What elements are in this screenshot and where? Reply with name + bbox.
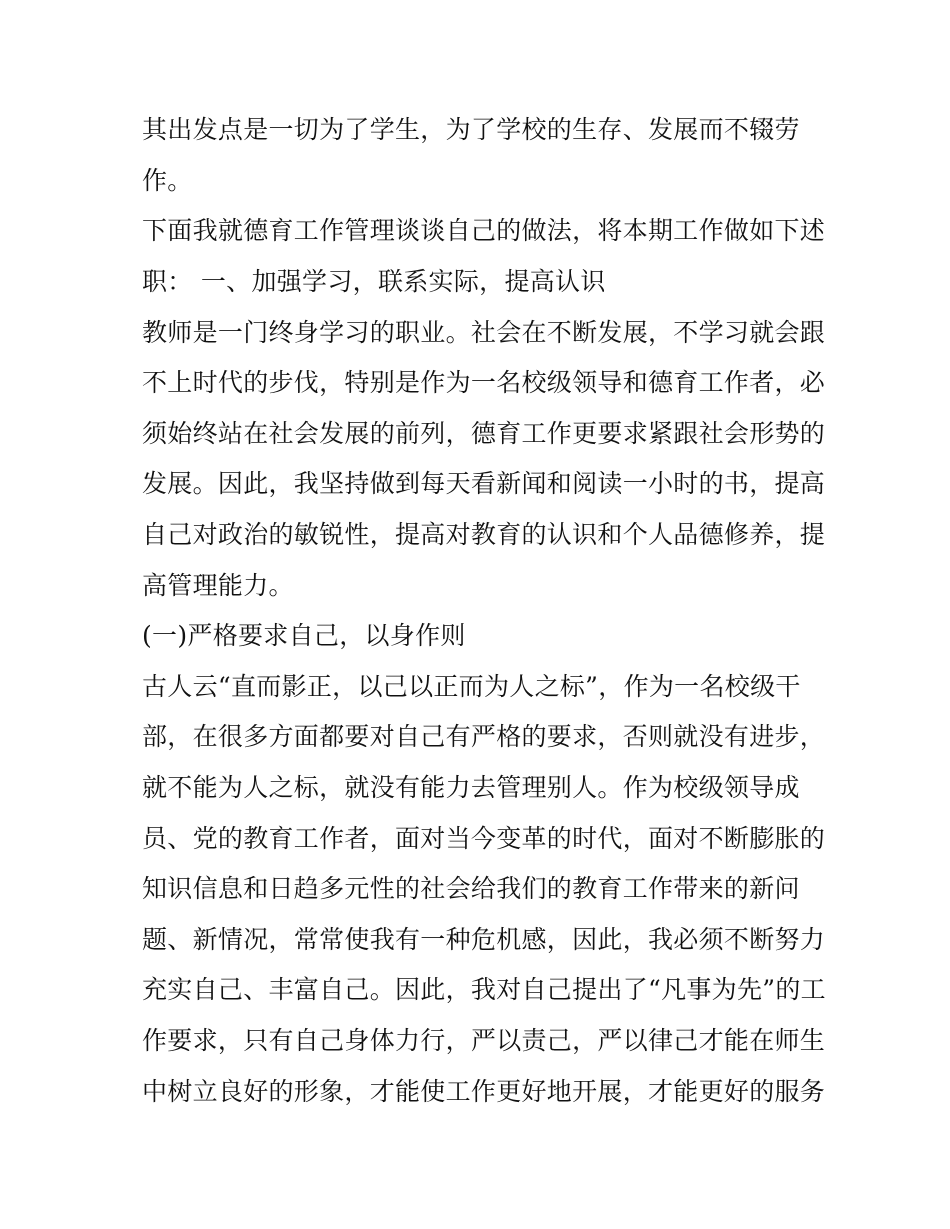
text-line: 就不能为人之标，就没有能力去管理别人。作为校级领导成: [142, 773, 800, 802]
text-line: 部，在很多方面都要对自己有严格的要求，否则就没有进步，: [142, 722, 826, 751]
text-line: 员、党的教育工作者，面对当今变革的时代，面对不断膨胀的: [142, 824, 826, 853]
text-line: 题、新情况，常常使我有一种危机感，因此，我必须不断努力: [142, 925, 826, 954]
text-line: 职： 一、加强学习，联系实际，提高认识: [142, 267, 606, 296]
text-line: 作。: [142, 166, 193, 195]
text-line: 下面我就德育工作管理谈谈自己的做法，将本期工作做如下述: [142, 216, 826, 245]
text-line: 须始终站在社会发展的前列，德育工作更要求紧跟社会形势的: [142, 419, 826, 448]
text-line: 教师是一门终身学习的职业。社会在不断发展，不学习就会跟: [142, 318, 826, 347]
text-line: 中树立良好的形象，才能使工作更好地开展，才能更好的服务: [142, 1077, 826, 1106]
text-line: 高管理能力。: [142, 571, 294, 600]
text-line: 不上时代的步伐，特别是作为一名校级领导和德育工作者，必: [142, 368, 826, 397]
text-line: 自己对政治的敏锐性，提高对教育的认识和个人品德修养，提: [142, 520, 826, 549]
text-line: 其出发点是一切为了学生，为了学校的生存、发展而不辍劳: [142, 115, 800, 144]
text-line: 发展。因此，我坚持做到每天看新闻和阅读一小时的书，提高: [142, 469, 826, 498]
text-line: (一)严格要求自己，以身作则: [142, 621, 466, 650]
text-line: 充实自己、丰富自己。因此，我对自己提出了“凡事为先”的工: [142, 975, 826, 1004]
text-line: 作要求，只有自己身体力行，严以责己，严以律己才能在师生: [142, 1026, 826, 1055]
text-line: 知识信息和日趋多元性的社会给我们的教育工作带来的新问: [142, 874, 800, 903]
text-line: 古人云“直而影正，以己以正而为人之标”，作为一名校级干: [142, 672, 801, 701]
